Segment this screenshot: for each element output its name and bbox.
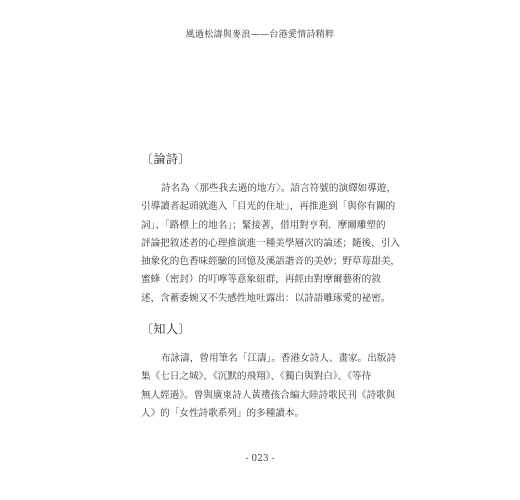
paragraph-on-poem <box>141 180 401 308</box>
paragraph-line: 詩名為〈那些我去過的地方〉。語言符號的演繹如導遊， <box>161 183 397 194</box>
paragraph-line: 詞」、「路標上的地名」；緊接著，借用對亨利．摩爾雕塑的 <box>141 219 386 231</box>
paragraph-line: 人》的「女性詩歌系列」的多種讀本。 <box>141 407 305 419</box>
section-heading-about-poet: 〔知人〕 <box>141 322 192 336</box>
paragraph-about-poet <box>141 350 397 423</box>
page-number: - 023 - <box>245 454 275 464</box>
paragraph-line: 抽象化的色香味經驗的回憶及溪語諧音的美妙；野草莓甜美， <box>141 256 401 268</box>
paragraph-line: 評論把敘述者的心理推演進一種美學層次的論述；隨後，引入 <box>141 237 401 249</box>
paragraph-line: 集《七日之城》、《沉默的飛翔》、《獨白與對白》、《等待 <box>141 371 372 383</box>
running-head: 風過松濤與麥浪——台港愛情詩精粹 <box>185 30 335 40</box>
paragraph-line: 引導讀者起頭就進入「目光的住址」，再推進到「與你有關的 <box>141 201 396 213</box>
paragraph-line: 述，含蓄委婉又不失感性地吐露出：以詩語雕琢愛的祕密。 <box>141 292 391 304</box>
paragraph-line: 布詠濤，曾用筆名「江濤」。香港女詩人、畫家。出版詩 <box>161 353 397 364</box>
paragraph-line: 蜜蜂（密封）的叮嚀等意象紐群，再經由對摩爾藝術的敘 <box>141 274 381 286</box>
paragraph-line: 無人經過》。曾與廣東詩人黃禮孩合編大陸詩歌民刊《詩歌與 <box>141 389 396 401</box>
section-heading-on-poem: 〔論詩〕 <box>141 152 192 166</box>
